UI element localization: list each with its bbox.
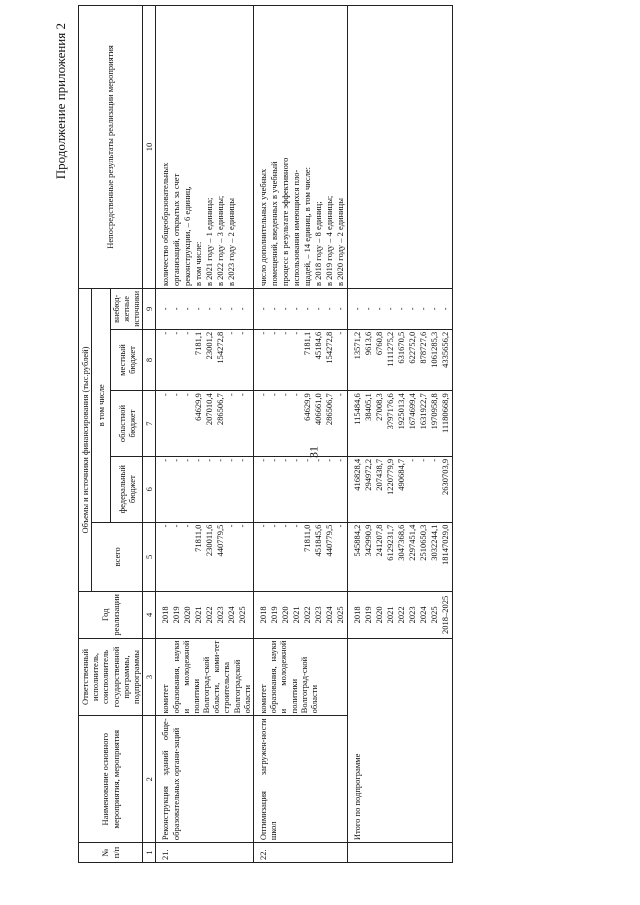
cell-value: 2018–2025 xyxy=(440,595,450,634)
cell-value: - xyxy=(226,524,237,528)
cell-value: 416828,4 xyxy=(352,458,362,491)
column-number: 8 xyxy=(143,329,156,391)
header-including: в том числе xyxy=(92,288,111,522)
cell-value: - xyxy=(237,331,248,335)
cell-value: 2024 xyxy=(226,606,237,624)
summary-label: Итого по подпрограмме xyxy=(348,638,453,842)
cell-value: - xyxy=(258,307,268,311)
rotated-page xyxy=(50,5,590,865)
cell-value: - xyxy=(171,393,182,397)
cell-value: - xyxy=(226,393,237,397)
cell-value: - xyxy=(335,307,345,311)
cell-value: - xyxy=(237,524,248,528)
cell-value: - xyxy=(335,524,345,528)
cell-value: 440779,5 xyxy=(324,524,334,557)
cell-value: в 2020 году – 2 единицы xyxy=(335,198,345,286)
cell-value: - xyxy=(160,393,171,397)
cell-value: - xyxy=(291,307,301,311)
column-numbers-row xyxy=(143,6,156,863)
cell-value: - xyxy=(429,307,439,311)
cell-value: - xyxy=(418,307,428,311)
cell-value: 440779,5 xyxy=(215,524,226,557)
cell-value: организаций, открытых за счет xyxy=(171,173,182,286)
cell-value: - xyxy=(385,307,395,311)
cell-value: - xyxy=(302,458,312,462)
cell-value: - xyxy=(418,458,428,462)
cell-value: 71811,0 xyxy=(193,524,204,552)
cell-value: - xyxy=(429,458,439,462)
header-total: всего xyxy=(92,522,143,591)
cell-value: 2021 xyxy=(385,606,395,624)
cell-value: 6129231,7 xyxy=(385,524,395,561)
row-number: 21. xyxy=(156,843,254,863)
cell-value: 23001,2 xyxy=(204,331,215,360)
cell-value: - xyxy=(280,393,290,397)
cell-value: 241207,8 xyxy=(374,524,384,557)
column-number: 9 xyxy=(143,288,156,329)
cell-value: - xyxy=(182,331,193,335)
cell-value: 230011,6 xyxy=(204,524,215,557)
column-number: 6 xyxy=(143,456,156,522)
cell-value: - xyxy=(269,524,279,528)
cell-value: - xyxy=(324,307,334,311)
header-name: Наименование основного мероприятия, мероприятия xyxy=(79,716,143,843)
activity-name: Оптимизация загружен-ности школ xyxy=(254,716,348,843)
cell-value: - xyxy=(226,307,237,311)
cell-value: в 2023 году – 2 единицы xyxy=(226,198,237,286)
cell-value: 1631922,7 xyxy=(418,393,428,430)
cell-value: - xyxy=(291,524,301,528)
cell-value: 2025 xyxy=(335,606,345,624)
cell-value: - xyxy=(396,307,406,311)
column-number: 10 xyxy=(143,6,156,289)
cell-value: 286506,7 xyxy=(215,393,226,426)
cell-value: - xyxy=(171,458,182,462)
cell-value: 2018 xyxy=(352,606,362,624)
cell-value: 207010,4 xyxy=(204,393,215,426)
cell-value: 2018 xyxy=(160,606,171,624)
cell-value: - xyxy=(160,458,171,462)
cell-value: число дополнительных учебных xyxy=(258,168,268,286)
cell-value: 2019 xyxy=(171,606,182,624)
continuation-label: Продолжение приложения 2 xyxy=(53,23,68,180)
header-financing: Объемы и источники финансирования (тыс.рублей) xyxy=(79,288,92,591)
cell-value: - xyxy=(171,524,182,528)
cell-value: - xyxy=(171,307,182,311)
column-number: 5 xyxy=(143,522,156,591)
cell-value: - xyxy=(215,458,226,462)
cell-value: 1970958,8 xyxy=(429,393,439,430)
cell-value: 2023 xyxy=(215,606,226,624)
summary-empty-cell xyxy=(348,843,453,863)
header-results: Непосредственные результаты реализации мероприятия xyxy=(79,6,143,289)
cell-value: - xyxy=(335,331,345,335)
cell-value: - xyxy=(291,393,301,397)
cell-value: помещений, введенных в учебный xyxy=(269,161,279,286)
cell-value: в 2022 году – 3 единицы; xyxy=(215,195,226,286)
cell-value: - xyxy=(302,307,312,311)
cell-value: - xyxy=(258,331,268,335)
cell-value: - xyxy=(374,307,384,311)
cell-value: - xyxy=(407,458,417,462)
cell-value: 64629,9 xyxy=(193,393,204,421)
cell-value: 27008,3 xyxy=(374,393,384,421)
header-year: Год реализации xyxy=(79,592,143,639)
column-number: 3 xyxy=(143,638,156,716)
cell-value: 2025 xyxy=(429,606,439,624)
cell-value: в 2018 году – 8 единиц; xyxy=(313,201,323,286)
cell-value: 207438,7 xyxy=(374,458,384,491)
cell-value: 2018 xyxy=(258,606,268,624)
cell-value: 1674699,4 xyxy=(407,393,417,430)
cell-value: 7181,1 xyxy=(193,331,204,356)
cell-value: - xyxy=(335,458,345,462)
header-num: № п/п xyxy=(79,843,143,863)
responsible-executor: комитет образования, науки и молодежной политики Волгоград-ской области xyxy=(254,638,348,716)
cell-value: - xyxy=(215,307,226,311)
cell-value: 9613,6 xyxy=(363,331,373,356)
cell-value: - xyxy=(193,307,204,311)
cell-value: - xyxy=(363,307,373,311)
cell-value: 2022 xyxy=(204,606,215,624)
cell-value: - xyxy=(160,524,171,528)
cell-value: 545884,2 xyxy=(352,524,362,557)
cell-value: - xyxy=(226,458,237,462)
column-number: 1 xyxy=(143,843,156,863)
cell-value: - xyxy=(291,331,301,335)
cell-value: 2019 xyxy=(363,606,373,624)
cell-value: - xyxy=(193,458,204,462)
header-federal: федеральный бюджет xyxy=(111,456,143,522)
cell-value: - xyxy=(160,307,171,311)
cell-value: 3797176,6 xyxy=(385,393,395,430)
cell-value: - xyxy=(182,524,193,528)
cell-value: 490684,7 xyxy=(396,458,406,491)
cell-value: 2020 xyxy=(182,606,193,624)
summary-row xyxy=(348,6,453,863)
header-regional: областной бюджет xyxy=(111,391,143,457)
cell-value: 1925013,4 xyxy=(396,393,406,430)
activity-name: Реконструкция зданий обще-образовательных органи-заций xyxy=(156,716,254,843)
cell-value: 2024 xyxy=(418,606,428,624)
cell-value: 7181,1 xyxy=(302,331,312,356)
cell-value: 2022 xyxy=(302,606,312,624)
cell-value: - xyxy=(280,331,290,335)
cell-value: 622752,0 xyxy=(407,331,417,364)
cell-value: - xyxy=(352,307,362,311)
cell-value: 45184,6 xyxy=(313,331,323,360)
cell-value: - xyxy=(237,393,248,397)
cell-value: 2022 xyxy=(396,606,406,624)
cell-value: 878727,6 xyxy=(418,331,428,364)
cell-value: - xyxy=(258,524,268,528)
responsible-executor: комитет образования, науки и молодежной политики Волгоград-ской области, коми-тет строительства Волгоградской области xyxy=(156,638,254,716)
table-body xyxy=(156,6,453,863)
cell-value: процесс в результате эффективного xyxy=(280,157,290,286)
cell-value: - xyxy=(182,307,193,311)
cell-value: 38405,1 xyxy=(363,393,373,421)
cell-value: 342990,9 xyxy=(363,524,373,557)
cell-value: 2297451,4 xyxy=(407,524,417,561)
cell-value: 3032244,1 xyxy=(429,524,439,561)
cell-value: 13571,2 xyxy=(352,331,362,360)
cell-value: - xyxy=(269,458,279,462)
cell-value: - xyxy=(291,458,301,462)
cell-value: 64629,9 xyxy=(302,393,312,421)
cell-value: - xyxy=(258,458,268,462)
cell-value: - xyxy=(237,307,248,311)
cell-value: 6760,8 xyxy=(374,331,384,356)
cell-value: в 2019 году – 4 единицы; xyxy=(324,195,334,286)
cell-value: 2021 xyxy=(193,606,204,624)
cell-value: - xyxy=(324,458,334,462)
cell-value: - xyxy=(280,307,290,311)
cell-value: щадей, – 14 единиц, в том числе: xyxy=(302,167,312,286)
cell-value: 2023 xyxy=(407,606,417,624)
cell-value: 11180668,9 xyxy=(440,393,450,434)
cell-value: - xyxy=(313,458,323,462)
cell-value: - xyxy=(269,393,279,397)
cell-value: 294972,2 xyxy=(363,458,373,491)
cell-value: 2023 xyxy=(313,606,323,624)
cell-value: 2021 xyxy=(291,606,301,624)
header-extrabudget: внебюд-жетные источники xyxy=(111,288,143,329)
header-local: местный бюджет xyxy=(111,329,143,391)
cell-value: в 2021 году – 1 единица; xyxy=(204,197,215,286)
cell-value: - xyxy=(237,458,248,462)
cell-value: - xyxy=(440,307,450,311)
cell-value: 2019 xyxy=(269,606,279,624)
cell-value: реконструкции, – 6 единиц, xyxy=(182,186,193,286)
cell-value: 451845,6 xyxy=(313,524,323,557)
cell-value: - xyxy=(204,458,215,462)
page-number: 31 xyxy=(306,446,321,458)
program-table xyxy=(78,5,453,863)
cell-value: - xyxy=(182,458,193,462)
cell-value: 1061285,3 xyxy=(429,331,439,368)
column-number: 2 xyxy=(143,716,156,843)
cell-value: 71811,0 xyxy=(302,524,312,552)
cell-value: - xyxy=(269,331,279,335)
cell-value: - xyxy=(269,307,279,311)
cell-value: 631670,5 xyxy=(396,331,406,364)
cell-value: 3047368,6 xyxy=(396,524,406,561)
header-responsible: Ответственный исполнитель, соисполнитель государственной программы, подпрограммы xyxy=(79,638,143,716)
cell-value: 2024 xyxy=(324,606,334,624)
cell-value: - xyxy=(280,458,290,462)
cell-value: 18147029,0 xyxy=(440,524,450,565)
cell-value: - xyxy=(335,393,345,397)
cell-value: 286506,7 xyxy=(324,393,334,426)
summary-results-cell xyxy=(348,6,453,289)
cell-value: 2020 xyxy=(374,606,384,624)
cell-value: 2510650,3 xyxy=(418,524,428,561)
cell-value: - xyxy=(407,307,417,311)
cell-value: - xyxy=(280,524,290,528)
cell-value: - xyxy=(226,331,237,335)
cell-value: использования имеющихся пло- xyxy=(291,169,301,286)
cell-value: 1220779,9 xyxy=(385,458,395,495)
cell-value: 154272,8 xyxy=(215,331,226,364)
cell-value: 406661,0 xyxy=(313,393,323,426)
column-number: 4 xyxy=(143,592,156,639)
cell-value: - xyxy=(258,393,268,397)
cell-value: 154272,8 xyxy=(324,331,334,364)
cell-value: - xyxy=(313,307,323,311)
cell-value: 115484,6 xyxy=(352,393,362,425)
cell-value: - xyxy=(204,307,215,311)
cell-value: в том числе: xyxy=(193,241,204,286)
cell-value: - xyxy=(171,331,182,335)
cell-value: количество общеобразовательных xyxy=(160,162,171,286)
cell-value: 2025 xyxy=(237,606,248,624)
column-number: 7 xyxy=(143,391,156,457)
cell-value: 2630703,9 xyxy=(440,458,450,495)
cell-value: - xyxy=(160,331,171,335)
cell-value: 1111275,2 xyxy=(385,331,395,367)
cell-value: - xyxy=(182,393,193,397)
table-row xyxy=(156,6,254,863)
cell-value: 4335656,2 xyxy=(440,331,450,368)
cell-value: 2020 xyxy=(280,606,290,624)
table-row xyxy=(254,6,348,863)
row-number: 22. xyxy=(254,843,348,863)
